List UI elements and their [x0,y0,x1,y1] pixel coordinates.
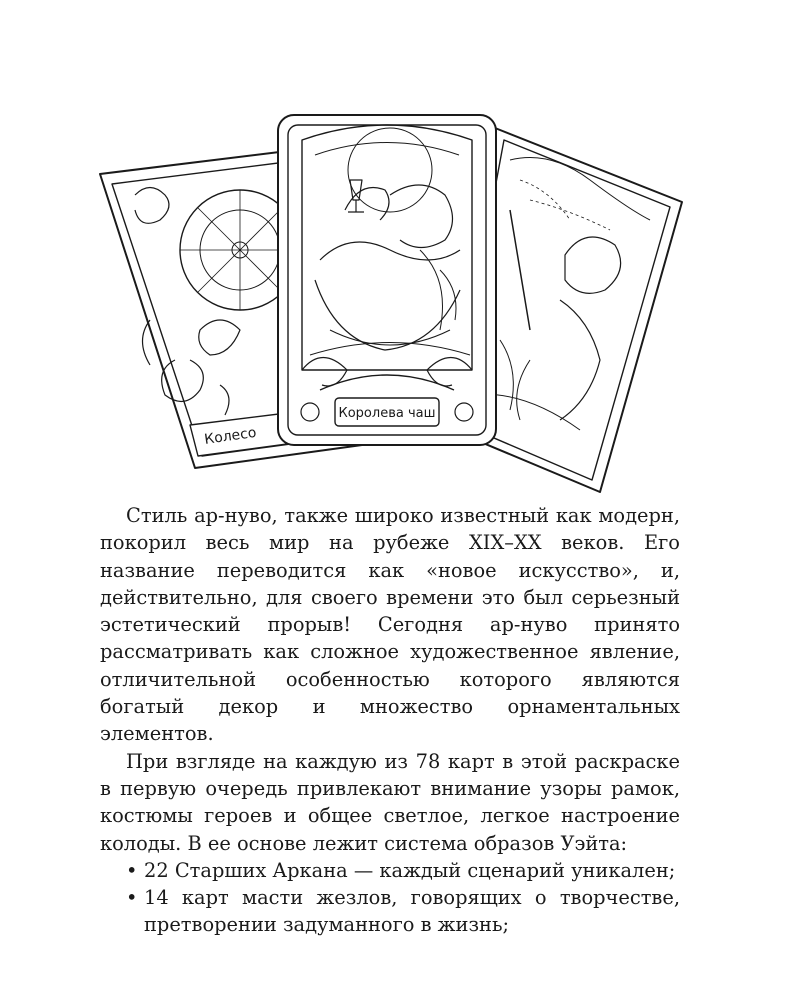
bullet-item: • 14 карт масти жезлов, говорящих о творчестве, претворении задуманного в жизнь; [126,884,680,939]
card-center-queen-of-cups [278,115,496,445]
bullet-item: • 22 Старших Аркана — каждый сценарий уникален; [126,857,680,884]
paragraph-2: При взгляде на каждую из 78 карт в этой раскраске в первую очередь привлекают внимание узоры рамок, костюмы героев и общее светлое, легкое настроение колоды. В ее основе лежит система образов Уэйта: [100,749,680,855]
bullet-list [100,857,680,939]
card-center-label: Королева чаш [338,406,436,421]
tarot-cards-illustration [90,100,690,500]
paragraph-1: Стиль ар-нуво, также широко известный как модерн, покорил весь мир на рубеже XIX–XX веков. Его название переводится как «новое искусство», и, действительно, для своего времени это был серьезный эстетический прорыв! Сегодня ар-нуво принято рассматривать как сложное художественное явление, отличительной особенностью которого являются богатый декор и множество орнаментальных элементов. [100,504,680,746]
body-text [100,502,680,939]
card-left-label: Колесо [203,424,258,448]
